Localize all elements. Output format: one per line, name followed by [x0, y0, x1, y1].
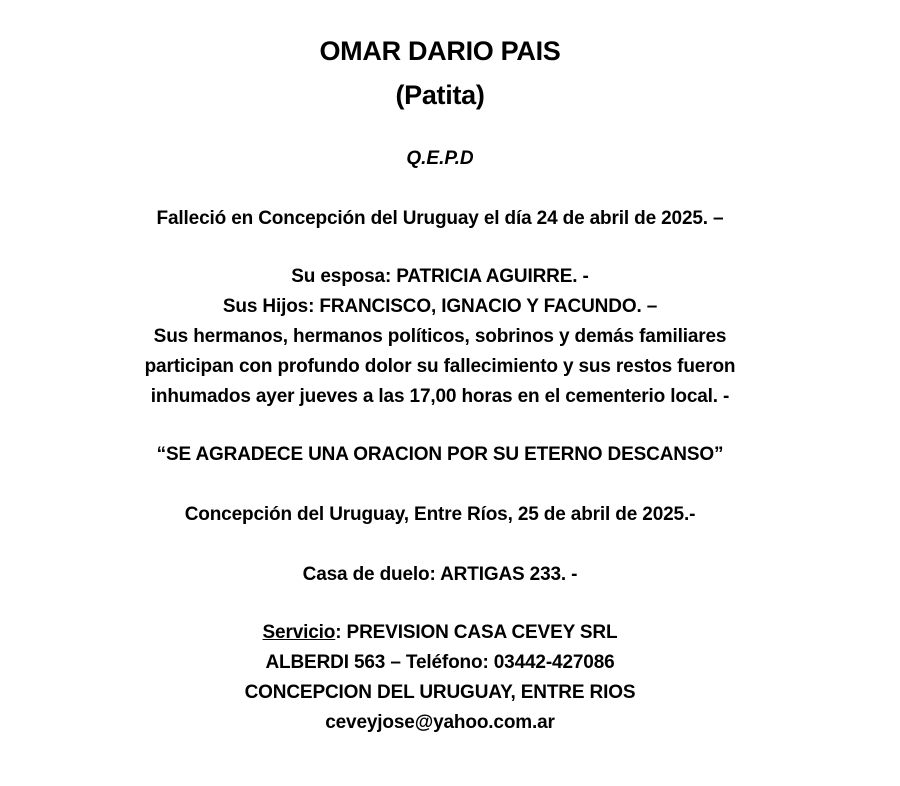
mourning-house: Casa de duelo: ARTIGAS 233. -	[302, 564, 578, 585]
prayer-request: “SE AGRADECE UNA ORACION POR SU ETERNO DESCANSO”	[156, 444, 724, 465]
deceased-nickname: (Patita)	[395, 80, 485, 110]
service-city: CONCEPCION DEL URUGUAY, ENTRE RIOS	[244, 682, 636, 703]
place-date: Concepción del Uruguay, Entre Ríos, 25 de abril de 2025.-	[184, 504, 696, 525]
service-provider: : PREVISION CASA CEVEY SRL	[335, 622, 618, 643]
qepd-text: Q.E.P.D	[406, 148, 474, 169]
children-line: Sus Hijos: FRANCISCO, IGNACIO Y FACUNDO. –	[222, 296, 658, 317]
death-notice: Falleció en Concepción del Uruguay el día 24 de abril de 2025. –	[156, 208, 724, 229]
family-paragraph-line-3: inhumados ayer jueves a las 17,00 horas en el cementerio local. -	[150, 386, 730, 407]
family-paragraph-line-1: Sus hermanos, hermanos políticos, sobrinos y demás familiares	[153, 326, 727, 347]
service-email: ceveyjose@yahoo.com.ar	[325, 712, 555, 733]
service-label: Servicio	[262, 622, 336, 643]
family-paragraph-line-2: participan con profundo dolor su fallecimiento y sus restos fueron	[144, 356, 736, 377]
service-line	[0, 622, 880, 644]
service-address-phone: ALBERDI 563 – Teléfono: 03442-427086	[265, 652, 615, 673]
deceased-name: OMAR DARIO PAIS	[319, 36, 561, 66]
spouse-line: Su esposa: PATRICIA AGUIRRE. -	[291, 266, 589, 287]
